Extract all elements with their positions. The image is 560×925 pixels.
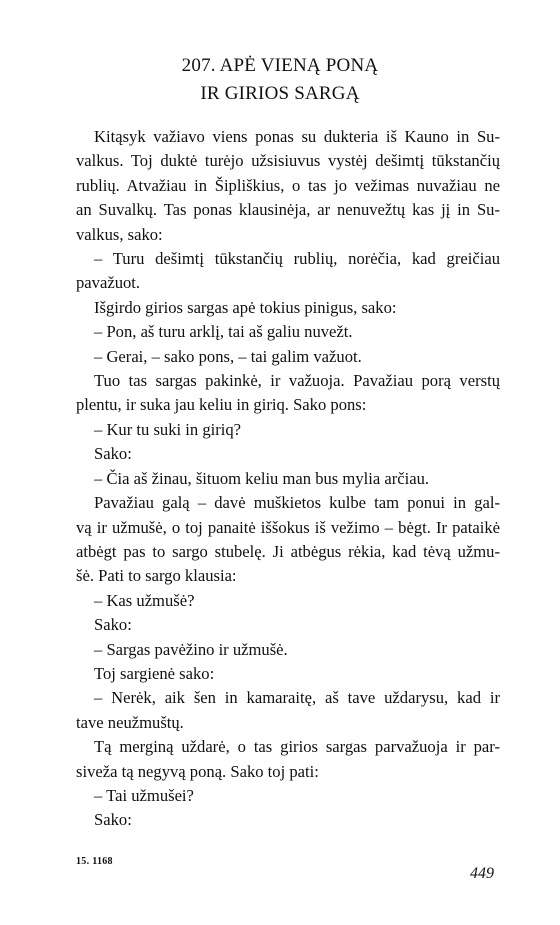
text-line: Sako: <box>94 810 132 830</box>
text-line: – Tai užmušei? <box>94 785 194 805</box>
text-line: atbėgt pas to sargo stubelę. Ji atbėgus rėkia, kad tėvą užmu- <box>76 541 500 561</box>
text-line: vą ir užmušė, o toj panaitė iššokus iš vežimo – bėgt. Ir pataikė <box>76 517 500 537</box>
text-line: tave neužmuštų. <box>76 712 184 732</box>
text-line: Išgirdo girios sargas apė tokius pinigus, sako: <box>94 297 397 317</box>
text-line: Kitąsyk važiavo viens ponas su dukteria iš Kauno in Su- <box>94 127 500 146</box>
text-line: – Kas užmušė? <box>94 590 195 610</box>
text-line: rublių. Atvažiau in Šipliškius, o tas jo vežimas nuvažiau ne <box>76 175 500 195</box>
text-line: Sako: <box>94 615 132 635</box>
text-line: pavažuot. <box>76 273 141 293</box>
text-line: Toj sargienė sako: <box>94 663 215 683</box>
text-line: – Kur tu suki in giriq? <box>94 419 242 439</box>
text-line: siveža tą negyvą poną. Sako toj pati: <box>76 761 319 781</box>
text-line: – Nerėk, aik šen in kamaraitę, aš tave uždarysu, kad ir <box>94 688 500 708</box>
page-number: 449 <box>470 865 494 882</box>
text-line: Tą merginą uždarė, o tas girios sargas parvažuoja ir par- <box>94 737 500 757</box>
text-line: – Gerai, – sako pons, – tai galim važuot. <box>94 346 362 366</box>
text-line: šė. Pati to sargo klausia: <box>76 566 237 586</box>
text-line: Tuo tas sargas pakinkė, ir važuoja. Pavažiau porą verstų <box>94 371 500 391</box>
text-line: Pavažiau galą – davė muškietos kulbe tam ponui in gal- <box>94 493 500 513</box>
text-line: valkus. Toj duktė turėjo užsisiuvus vystėj dešimtį tūkstančių <box>76 151 500 171</box>
story-body <box>76 125 500 833</box>
text-line: – Čia aš žinau, šituom keliu man bus mylia arčiau. <box>94 468 430 488</box>
text-line: – Turu dešimtį tūkstančių rublių, norėčia, kad greičiau <box>94 249 500 269</box>
text-line: – Sargas pavėžino ir užmušė. <box>94 639 288 659</box>
story-title-line-2: IR GIRIOS SARGĄ <box>200 83 360 104</box>
text-line: Sako: <box>94 444 132 464</box>
printer-signature: 15. 1168 <box>76 856 113 867</box>
story-title-line-1: 207. APĖ VIENĄ PONĄ <box>181 55 379 76</box>
text-line: – Pon, aš turu arklį, tai aš galiu nuvežt. <box>94 322 353 342</box>
text-line: valkus, sako: <box>76 224 163 244</box>
text-line: an Suvalkų. Tas ponas klausinėja, ar nenuvežtų kas jį in Su- <box>76 200 500 220</box>
text-line: plentu, ir suka jau keliu in giriq. Sako pons: <box>76 395 367 415</box>
